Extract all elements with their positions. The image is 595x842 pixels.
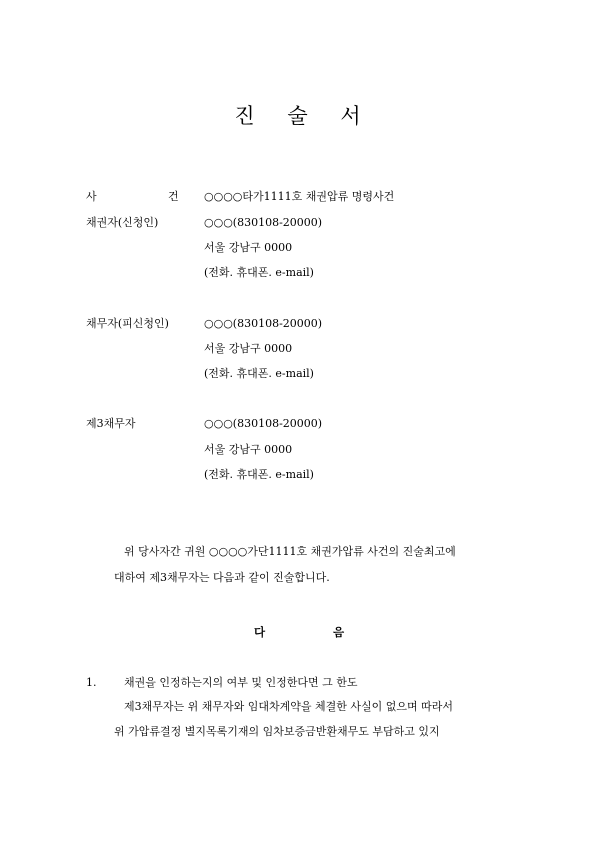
intro-line-1: 위 당사자간 귀원 ○○○○가단1111호 채권가압류 사건의 진술최고에 bbox=[124, 545, 456, 558]
case-label-second: 건 bbox=[168, 190, 179, 203]
section-heading-right: 음 bbox=[333, 625, 345, 639]
creditor-label: 채권자(신청인) bbox=[86, 216, 159, 229]
debtor-label: 채무자(피신청인) bbox=[86, 317, 169, 330]
intro-line-2: 대하여 제3채무자는 다음과 같이 진술합니다. bbox=[114, 571, 330, 584]
document-title: 진 술 서 bbox=[234, 104, 361, 128]
debtor-contact: (전화. 휴대폰. e-mail) bbox=[204, 367, 314, 380]
case-value: ○○○○타가1111호 채권압류 명령사건 bbox=[204, 190, 395, 203]
third-debtor-contact: (전화. 휴대폰. e-mail) bbox=[204, 468, 314, 481]
case-label-first: 사 bbox=[86, 190, 97, 203]
third-debtor-label: 제3채무자 bbox=[86, 417, 136, 430]
item-1-line-2: 위 가압류결정 별지목록기재의 임차보증금반환채무도 부담하고 있지 bbox=[114, 725, 440, 738]
section-heading-left: 다 bbox=[254, 625, 266, 639]
creditor-contact: (전화. 휴대폰. e-mail) bbox=[204, 266, 314, 279]
item-1-line-1: 제3채무자는 위 채무자와 임대차계약을 체결한 사실이 없으며 따라서 bbox=[124, 700, 454, 713]
third-debtor-address: 서울 강남구 0000 bbox=[204, 443, 293, 456]
third-debtor-name: ○○○(830108-20000) bbox=[204, 417, 323, 430]
creditor-name: ○○○(830108-20000) bbox=[204, 216, 323, 229]
item-1-number: 1. bbox=[86, 676, 97, 689]
debtor-name: ○○○(830108-20000) bbox=[204, 317, 323, 330]
debtor-address: 서울 강남구 0000 bbox=[204, 342, 293, 355]
item-1-title: 채권을 인정하는지의 여부 및 인정한다면 그 한도 bbox=[124, 676, 358, 689]
creditor-address: 서울 강남구 0000 bbox=[204, 241, 293, 254]
